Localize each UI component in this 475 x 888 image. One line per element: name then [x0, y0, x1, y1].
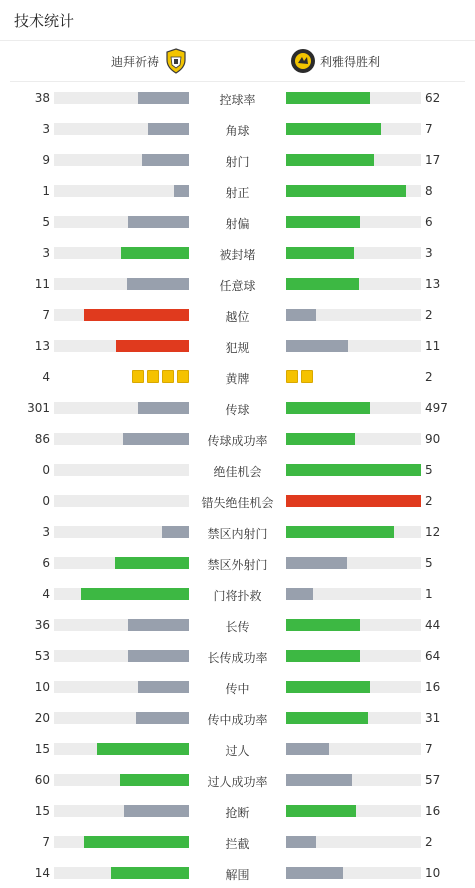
away-bar-track: [286, 712, 421, 724]
home-bar-track: [54, 247, 189, 259]
stat-label: 抢断: [225, 806, 250, 820]
away-bar-fill: [286, 805, 356, 817]
stat-label: 控球率: [219, 93, 256, 107]
home-bar-fill: [124, 805, 189, 817]
away-bar-fill: [286, 495, 421, 507]
stat-row: [0, 485, 475, 516]
away-bar-fill: [286, 123, 381, 135]
stat-row: [0, 578, 475, 609]
home-bar-fill: [84, 309, 189, 321]
home-bar-track: [54, 185, 189, 197]
away-value: 5: [425, 463, 433, 477]
home-bar-fill: [97, 743, 189, 755]
stat-row: [0, 795, 475, 826]
stat-row: [0, 857, 475, 888]
away-bar-fill: [286, 464, 421, 476]
home-bar-track: [54, 836, 189, 848]
home-bar-track: [54, 619, 189, 631]
stat-row: [0, 826, 475, 857]
home-value: 15: [34, 742, 50, 756]
home-bar-fill: [111, 867, 189, 879]
home-bar-fill: [148, 123, 189, 135]
stat-row: [0, 454, 475, 485]
away-bar-track: [286, 526, 421, 538]
away-value: 1: [425, 587, 433, 601]
stat-label: 传球: [225, 403, 250, 417]
stat-row: [0, 671, 475, 702]
stat-label: 射门: [225, 155, 250, 169]
stat-label: 任意球: [219, 279, 256, 293]
stat-label: 长传: [225, 620, 250, 634]
home-bar-fill: [115, 557, 189, 569]
away-bar-track: [286, 433, 421, 445]
away-bar-track: [286, 836, 421, 848]
yellow-card-icon: [177, 370, 189, 383]
away-value: 11: [425, 339, 441, 353]
away-bar-track: [286, 495, 421, 507]
stat-row: [0, 330, 475, 361]
stat-label: 被封堵: [219, 248, 256, 262]
stat-label: 禁区外射门: [207, 558, 268, 572]
away-bar-fill: [286, 557, 347, 569]
stat-row: [0, 206, 475, 237]
away-value: 8: [425, 184, 433, 198]
stat-row: [0, 175, 475, 206]
away-bar-track: [286, 154, 421, 166]
away-value: 2: [425, 494, 433, 508]
stat-label: 传中成功率: [207, 713, 268, 727]
home-value: 3: [42, 246, 50, 260]
stat-row: [0, 764, 475, 795]
away-bar-fill: [286, 247, 354, 259]
away-value: 2: [425, 835, 433, 849]
teams-header: [10, 41, 465, 82]
home-bar-fill: [138, 681, 189, 693]
away-value: 62: [425, 91, 441, 105]
home-bar-fill: [162, 526, 189, 538]
away-bar-track: [286, 185, 421, 197]
away-bar-track: [286, 867, 421, 879]
away-bar-fill: [286, 588, 313, 600]
stat-row: [0, 423, 475, 454]
home-bar-track: [54, 433, 189, 445]
away-bar-fill: [286, 154, 374, 166]
yellow-card-icon: [286, 370, 298, 383]
stat-row: [0, 547, 475, 578]
yellow-card-icon: [132, 370, 144, 383]
away-value: 90: [425, 432, 441, 446]
away-bar-fill: [286, 867, 343, 879]
home-bar-track: [54, 650, 189, 662]
home-bar-track: [54, 92, 189, 104]
home-bar-fill: [127, 278, 189, 290]
stat-label: 传球成功率: [207, 434, 268, 448]
away-bar-fill: [286, 650, 360, 662]
stat-label: 门将扑救: [213, 589, 262, 603]
yellow-card-icon: [162, 370, 174, 383]
away-bar-track: [286, 650, 421, 662]
stat-row: [0, 299, 475, 330]
home-bar-fill: [138, 92, 189, 104]
stat-row: [0, 237, 475, 268]
away-value: 13: [425, 277, 441, 291]
away-bar-track: [286, 340, 421, 352]
home-bar-fill: [128, 650, 189, 662]
home-bar-track: [54, 805, 189, 817]
home-value: 3: [42, 525, 50, 539]
away-value: 64: [425, 649, 441, 663]
stat-label: 拦截: [225, 837, 250, 851]
away-bar-fill: [286, 278, 359, 290]
away-value: 12: [425, 525, 441, 539]
home-value: 53: [34, 649, 50, 663]
home-bar-track: [54, 340, 189, 352]
away-bar-fill: [286, 836, 316, 848]
away-value: 3: [425, 246, 433, 260]
home-bar-fill: [128, 216, 189, 228]
stat-row: [0, 361, 475, 392]
home-bar-fill: [120, 774, 189, 786]
away-value: 497: [425, 401, 448, 415]
home-bar-fill: [121, 247, 189, 259]
away-bar-track: [286, 557, 421, 569]
home-value: 20: [34, 711, 50, 725]
home-value: 13: [34, 339, 50, 353]
away-bar-track: [286, 123, 421, 135]
home-bar-fill: [84, 836, 189, 848]
away-value: 5: [425, 556, 433, 570]
stat-label: 解围: [225, 868, 250, 882]
home-bar-track: [54, 774, 189, 786]
yellow-card-icon: [147, 370, 159, 383]
stat-label: 长传成功率: [207, 651, 268, 665]
home-value: 0: [42, 494, 50, 508]
home-team[interactable]: [111, 48, 189, 74]
home-bar-track: [54, 712, 189, 724]
away-bar-fill: [286, 92, 370, 104]
home-bar-track: [54, 464, 189, 476]
stat-label: 射正: [225, 186, 250, 200]
stat-row: [0, 733, 475, 764]
home-value: 1: [42, 184, 50, 198]
away-team[interactable]: [290, 48, 380, 74]
away-bar-track: [286, 774, 421, 786]
stat-label: 角球: [225, 124, 250, 138]
stat-label: 射偏: [225, 217, 250, 231]
home-value: 10: [34, 680, 50, 694]
home-value: 4: [42, 370, 50, 384]
home-team-logo: [163, 48, 189, 74]
away-value: 10: [425, 866, 441, 880]
home-bar-fill: [81, 588, 189, 600]
home-bar-track: [54, 526, 189, 538]
away-value: 7: [425, 742, 433, 756]
home-value: 9: [42, 153, 50, 167]
home-bar-track: [54, 743, 189, 755]
home-value: 38: [34, 91, 50, 105]
away-bar-fill: [286, 433, 355, 445]
away-team-logo: [290, 48, 316, 74]
home-value: 4: [42, 587, 50, 601]
yellow-card-icon: [301, 370, 313, 383]
away-value: 7: [425, 122, 433, 136]
away-value: 44: [425, 618, 441, 632]
stat-row: [0, 640, 475, 671]
home-bar-track: [54, 402, 189, 414]
home-bar-fill: [123, 433, 189, 445]
home-value: 11: [34, 277, 50, 291]
away-bar-track: [286, 309, 421, 321]
home-bar-track: [54, 123, 189, 135]
stat-label: 越位: [225, 310, 250, 324]
home-bar-fill: [136, 712, 189, 724]
away-value: 16: [425, 680, 441, 694]
home-value: 86: [34, 432, 50, 446]
stat-label: 绝佳机会: [213, 465, 262, 479]
home-bar-fill: [128, 619, 189, 631]
away-bar-track: [286, 743, 421, 755]
home-yellow-cards: [132, 370, 189, 383]
away-bar-track: [286, 278, 421, 290]
home-bar-track: [54, 154, 189, 166]
home-bar-track: [54, 588, 189, 600]
page-title: 技术统计: [14, 11, 75, 30]
away-bar-fill: [286, 309, 316, 321]
home-value: 60: [34, 773, 50, 787]
stat-label: 过人成功率: [207, 775, 268, 789]
stat-row: [0, 392, 475, 423]
away-bar-track: [286, 464, 421, 476]
stat-row: [0, 609, 475, 640]
home-bar-fill: [138, 402, 189, 414]
away-bar-track: [286, 588, 421, 600]
home-bar-track: [54, 495, 189, 507]
away-bar-track: [286, 247, 421, 259]
section-header: [0, 0, 475, 41]
home-value: 301: [27, 401, 50, 415]
home-value: 5: [42, 215, 50, 229]
away-bar-fill: [286, 619, 360, 631]
away-bar-fill: [286, 743, 329, 755]
away-bar-track: [286, 92, 421, 104]
away-bar-fill: [286, 774, 352, 786]
home-value: 7: [42, 835, 50, 849]
stats-list: [0, 82, 475, 888]
stat-label: 禁区内射门: [207, 527, 268, 541]
stat-row: [0, 516, 475, 547]
away-value: 16: [425, 804, 441, 818]
home-value: 3: [42, 122, 50, 136]
home-bar-track: [54, 278, 189, 290]
home-bar-track: [54, 309, 189, 321]
away-yellow-cards: [286, 370, 313, 383]
home-bar-fill: [174, 185, 189, 197]
stat-row: [0, 113, 475, 144]
stat-label: 犯规: [225, 341, 250, 355]
away-value: 2: [425, 308, 433, 322]
away-bar-fill: [286, 712, 368, 724]
away-team-name: 利雅得胜利: [320, 54, 381, 69]
away-bar-fill: [286, 681, 370, 693]
home-value: 7: [42, 308, 50, 322]
away-bar-track: [286, 681, 421, 693]
away-bar-track: [286, 402, 421, 414]
home-bar-track: [54, 557, 189, 569]
away-value: 57: [425, 773, 441, 787]
away-bar-track: [286, 619, 421, 631]
home-value: 0: [42, 463, 50, 477]
away-value: 2: [425, 370, 433, 384]
stat-label: 错失绝佳机会: [201, 496, 274, 510]
home-value: 6: [42, 556, 50, 570]
stat-label: 过人: [225, 744, 250, 758]
away-bar-fill: [286, 216, 360, 228]
away-bar-fill: [286, 526, 394, 538]
away-bar-fill: [286, 402, 370, 414]
stat-row: [0, 144, 475, 175]
away-bar-track: [286, 216, 421, 228]
home-bar-fill: [142, 154, 189, 166]
stat-row: [0, 82, 475, 113]
home-value: 36: [34, 618, 50, 632]
away-bar-fill: [286, 185, 406, 197]
home-value: 15: [34, 804, 50, 818]
stat-label: 传中: [225, 682, 250, 696]
home-bar-fill: [116, 340, 189, 352]
away-value: 17: [425, 153, 441, 167]
away-bar-track: [286, 805, 421, 817]
away-value: 6: [425, 215, 433, 229]
home-bar-track: [54, 681, 189, 693]
stat-row: [0, 702, 475, 733]
away-bar-fill: [286, 340, 348, 352]
stat-row: [0, 268, 475, 299]
home-bar-track: [54, 867, 189, 879]
home-bar-track: [54, 216, 189, 228]
home-team-name: 迪拜祈祷: [110, 54, 159, 69]
home-value: 14: [34, 866, 50, 880]
stat-label: 黄牌: [225, 372, 250, 386]
away-value: 31: [425, 711, 441, 725]
